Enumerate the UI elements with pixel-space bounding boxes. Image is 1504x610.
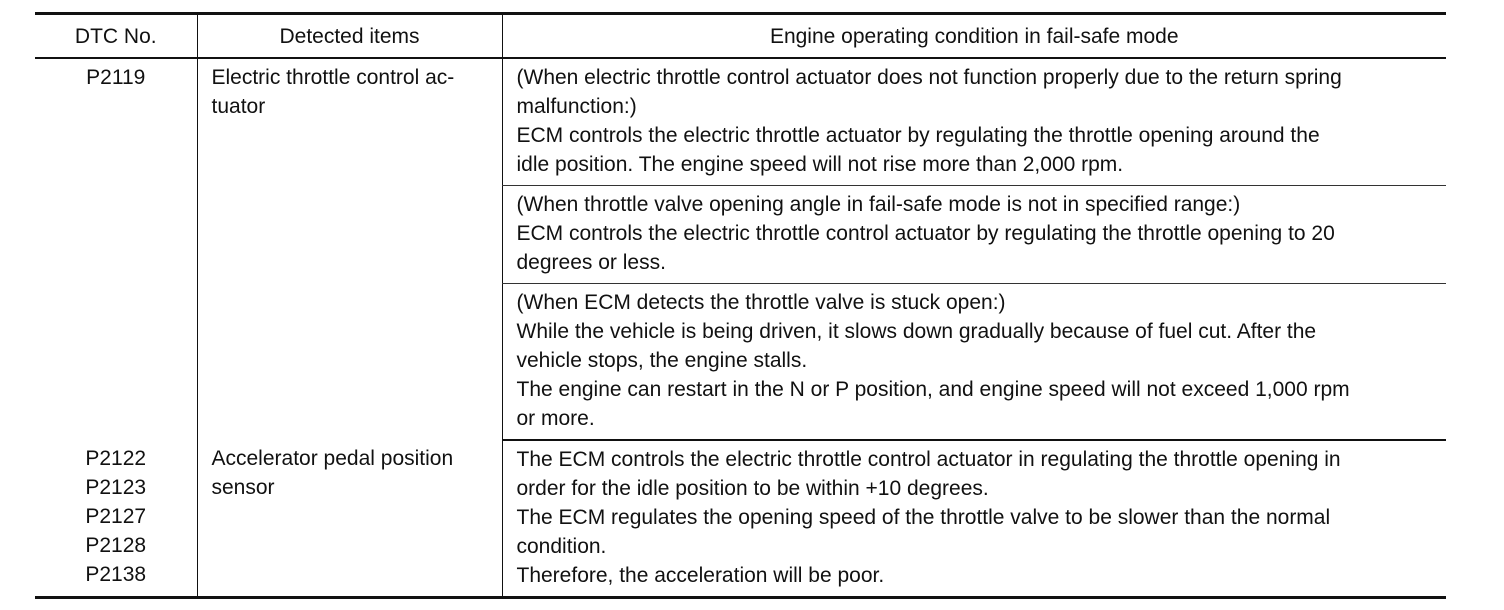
dtc-code: P2138 bbox=[85, 563, 147, 586]
condition-line: The ECM regulates the opening speed of the throttle valve to be slower than the normal bbox=[516, 506, 1331, 529]
condition-line: vehicle stops, the engine stalls. bbox=[516, 349, 808, 372]
dtc-cell bbox=[35, 440, 197, 598]
header-dtc-no: DTC No. bbox=[35, 14, 197, 59]
detected-item-line: Accelerator pedal position bbox=[211, 447, 454, 470]
condition-line: (When ECM detects the throttle valve is stuck open:) bbox=[516, 291, 1006, 314]
condition-line: (When electric throttle control actuator does not function properly due to the return spring bbox=[516, 66, 1342, 89]
table-header-row bbox=[35, 14, 1446, 59]
condition-line: ECM controls the electric throttle control actuator by regulating the throttle opening to 20 bbox=[516, 222, 1335, 245]
fail-safe-table bbox=[35, 12, 1446, 599]
dtc-cell bbox=[35, 58, 197, 440]
table-row bbox=[35, 58, 1446, 186]
header-detected-items: Detected items bbox=[197, 14, 502, 59]
detected-item-line: tuator bbox=[211, 95, 266, 118]
dtc-code: P2127 bbox=[85, 505, 147, 528]
dtc-code: P2122 bbox=[85, 447, 147, 470]
condition-cell bbox=[502, 284, 1446, 441]
condition-cell bbox=[502, 58, 1446, 186]
condition-line: order for the idle position to be within +10 degrees. bbox=[516, 477, 989, 500]
condition-line: (When throttle valve opening angle in fail-safe mode is not in specified range:) bbox=[516, 193, 1241, 216]
dtc-code: P2123 bbox=[85, 476, 147, 499]
detected-item-line: sensor bbox=[211, 476, 275, 499]
condition-line: ECM controls the electric throttle actuator by regulating the throttle opening around the bbox=[516, 124, 1320, 147]
condition-line: idle position. The engine speed will not rise more than 2,000 rpm. bbox=[516, 153, 1124, 176]
condition-line: While the vehicle is being driven, it slows down gradually because of fuel cut. After the bbox=[516, 320, 1317, 343]
condition-line: Therefore, the acceleration will be poor. bbox=[516, 564, 885, 587]
condition-line: degrees or less. bbox=[516, 251, 666, 274]
condition-cell bbox=[502, 440, 1446, 598]
condition-line: The engine can restart in the N or P position, and engine speed will not exceed 1,000 rpm bbox=[516, 378, 1350, 401]
detected-item-line: Electric throttle control ac- bbox=[211, 66, 455, 89]
detected-item-cell bbox=[197, 440, 502, 598]
header-engine-condition: Engine operating condition in fail-safe mode bbox=[502, 14, 1446, 59]
dtc-code: P2128 bbox=[85, 534, 147, 557]
dtc-code: P2119 bbox=[86, 66, 146, 89]
condition-line: condition. bbox=[516, 535, 607, 558]
condition-line: The ECM controls the electric throttle control actuator in regulating the throttle opening in bbox=[516, 448, 1341, 471]
detected-item-cell bbox=[197, 58, 502, 440]
condition-line: or more. bbox=[516, 407, 595, 430]
condition-cell bbox=[502, 186, 1446, 284]
condition-line: malfunction:) bbox=[516, 95, 637, 118]
table-row bbox=[35, 440, 1446, 598]
